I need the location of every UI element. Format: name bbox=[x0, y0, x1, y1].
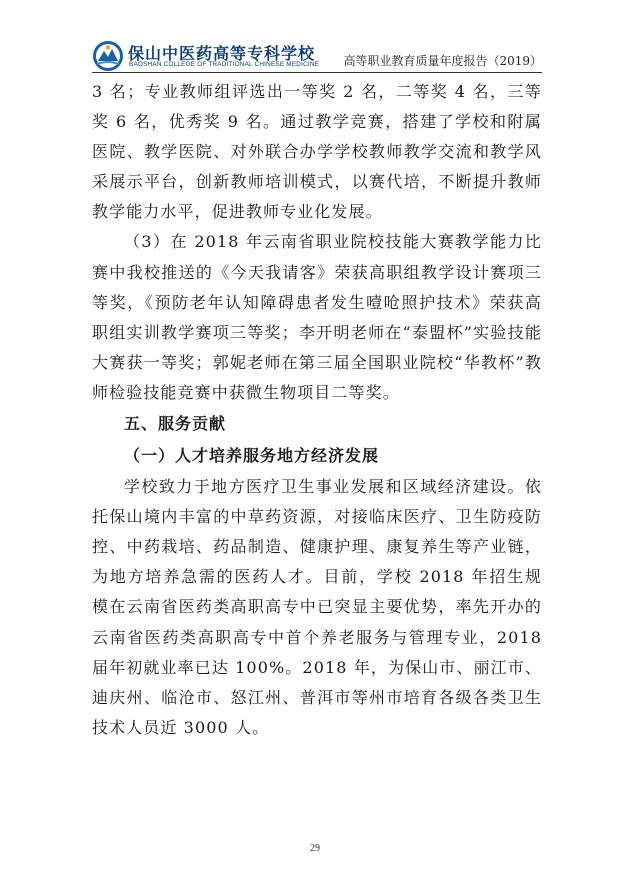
school-name-cn: 保山中医药高等专科学校 bbox=[128, 44, 316, 63]
school-name-en: BAOSHAN COLLEGE OF TRADITIONAL CHINESE MEDICINE bbox=[129, 61, 320, 68]
header-divider bbox=[92, 72, 542, 73]
document-body bbox=[92, 77, 542, 743]
paragraph-teaching-competition: 3 名；专业教师组评选出一等奖 2 名，二等奖 4 名，三等奖 6 名，优秀奖 9 名。通过教学竞赛，搭建了学校和附属医院、教学医院、对外联合办学学校教师教学交流和教学风采展示平台，创新教师培训模式，以赛代培，不断提升教师教学能力水平，促进教师专业化发展。 bbox=[92, 82, 542, 222]
subsection-heading: （一）人才培养服务地方经济发展 bbox=[124, 446, 380, 466]
school-logo-icon bbox=[92, 40, 124, 72]
section-heading: 五、服务贡献 bbox=[124, 414, 227, 434]
paragraph-local-service: 学校致力于地方医疗卫生事业发展和区域经济建设。依托保山境内丰富的中草药资源，对接临床医疗、卫生防疫防控、中药栽培、药品制造、健康护理、康复养生等产业链，为地方培养急需的医药人才。目前，学校 2018 年招生规模在云南省医药类高职高专中已突显主要优势，率先开办的云南省医药类高职高专中首个养老服务与管理专业，2018 届年初就业率已达 100%。2018 年，为保山市、丽江市、迪庆州、临沧市、怒江州、普洱市等州市培育各级各类卫生技术人员近 3000 人。 bbox=[92, 477, 542, 737]
paragraph-provincial-awards: （3）在 2018 年云南省职业院校技能大赛教学能力比赛中我校推送的《今天我请客》荣获高职组教学设计赛项三等奖，《预防老年认知障碍患者发生噎呛照护技术》荣获高职组实训教学赛项三等奖；李开明老师在“泰盟杯”实验技能大赛获一等奖；郭妮老师在第三届全国职业院校“华教杯”教师检验技能竞赛中获微生物项目二等奖。 bbox=[92, 232, 542, 402]
page-number: 29 bbox=[310, 843, 320, 854]
report-title: 高等职业教育质量年度报告（2019） bbox=[343, 54, 542, 68]
page-header bbox=[92, 40, 542, 70]
